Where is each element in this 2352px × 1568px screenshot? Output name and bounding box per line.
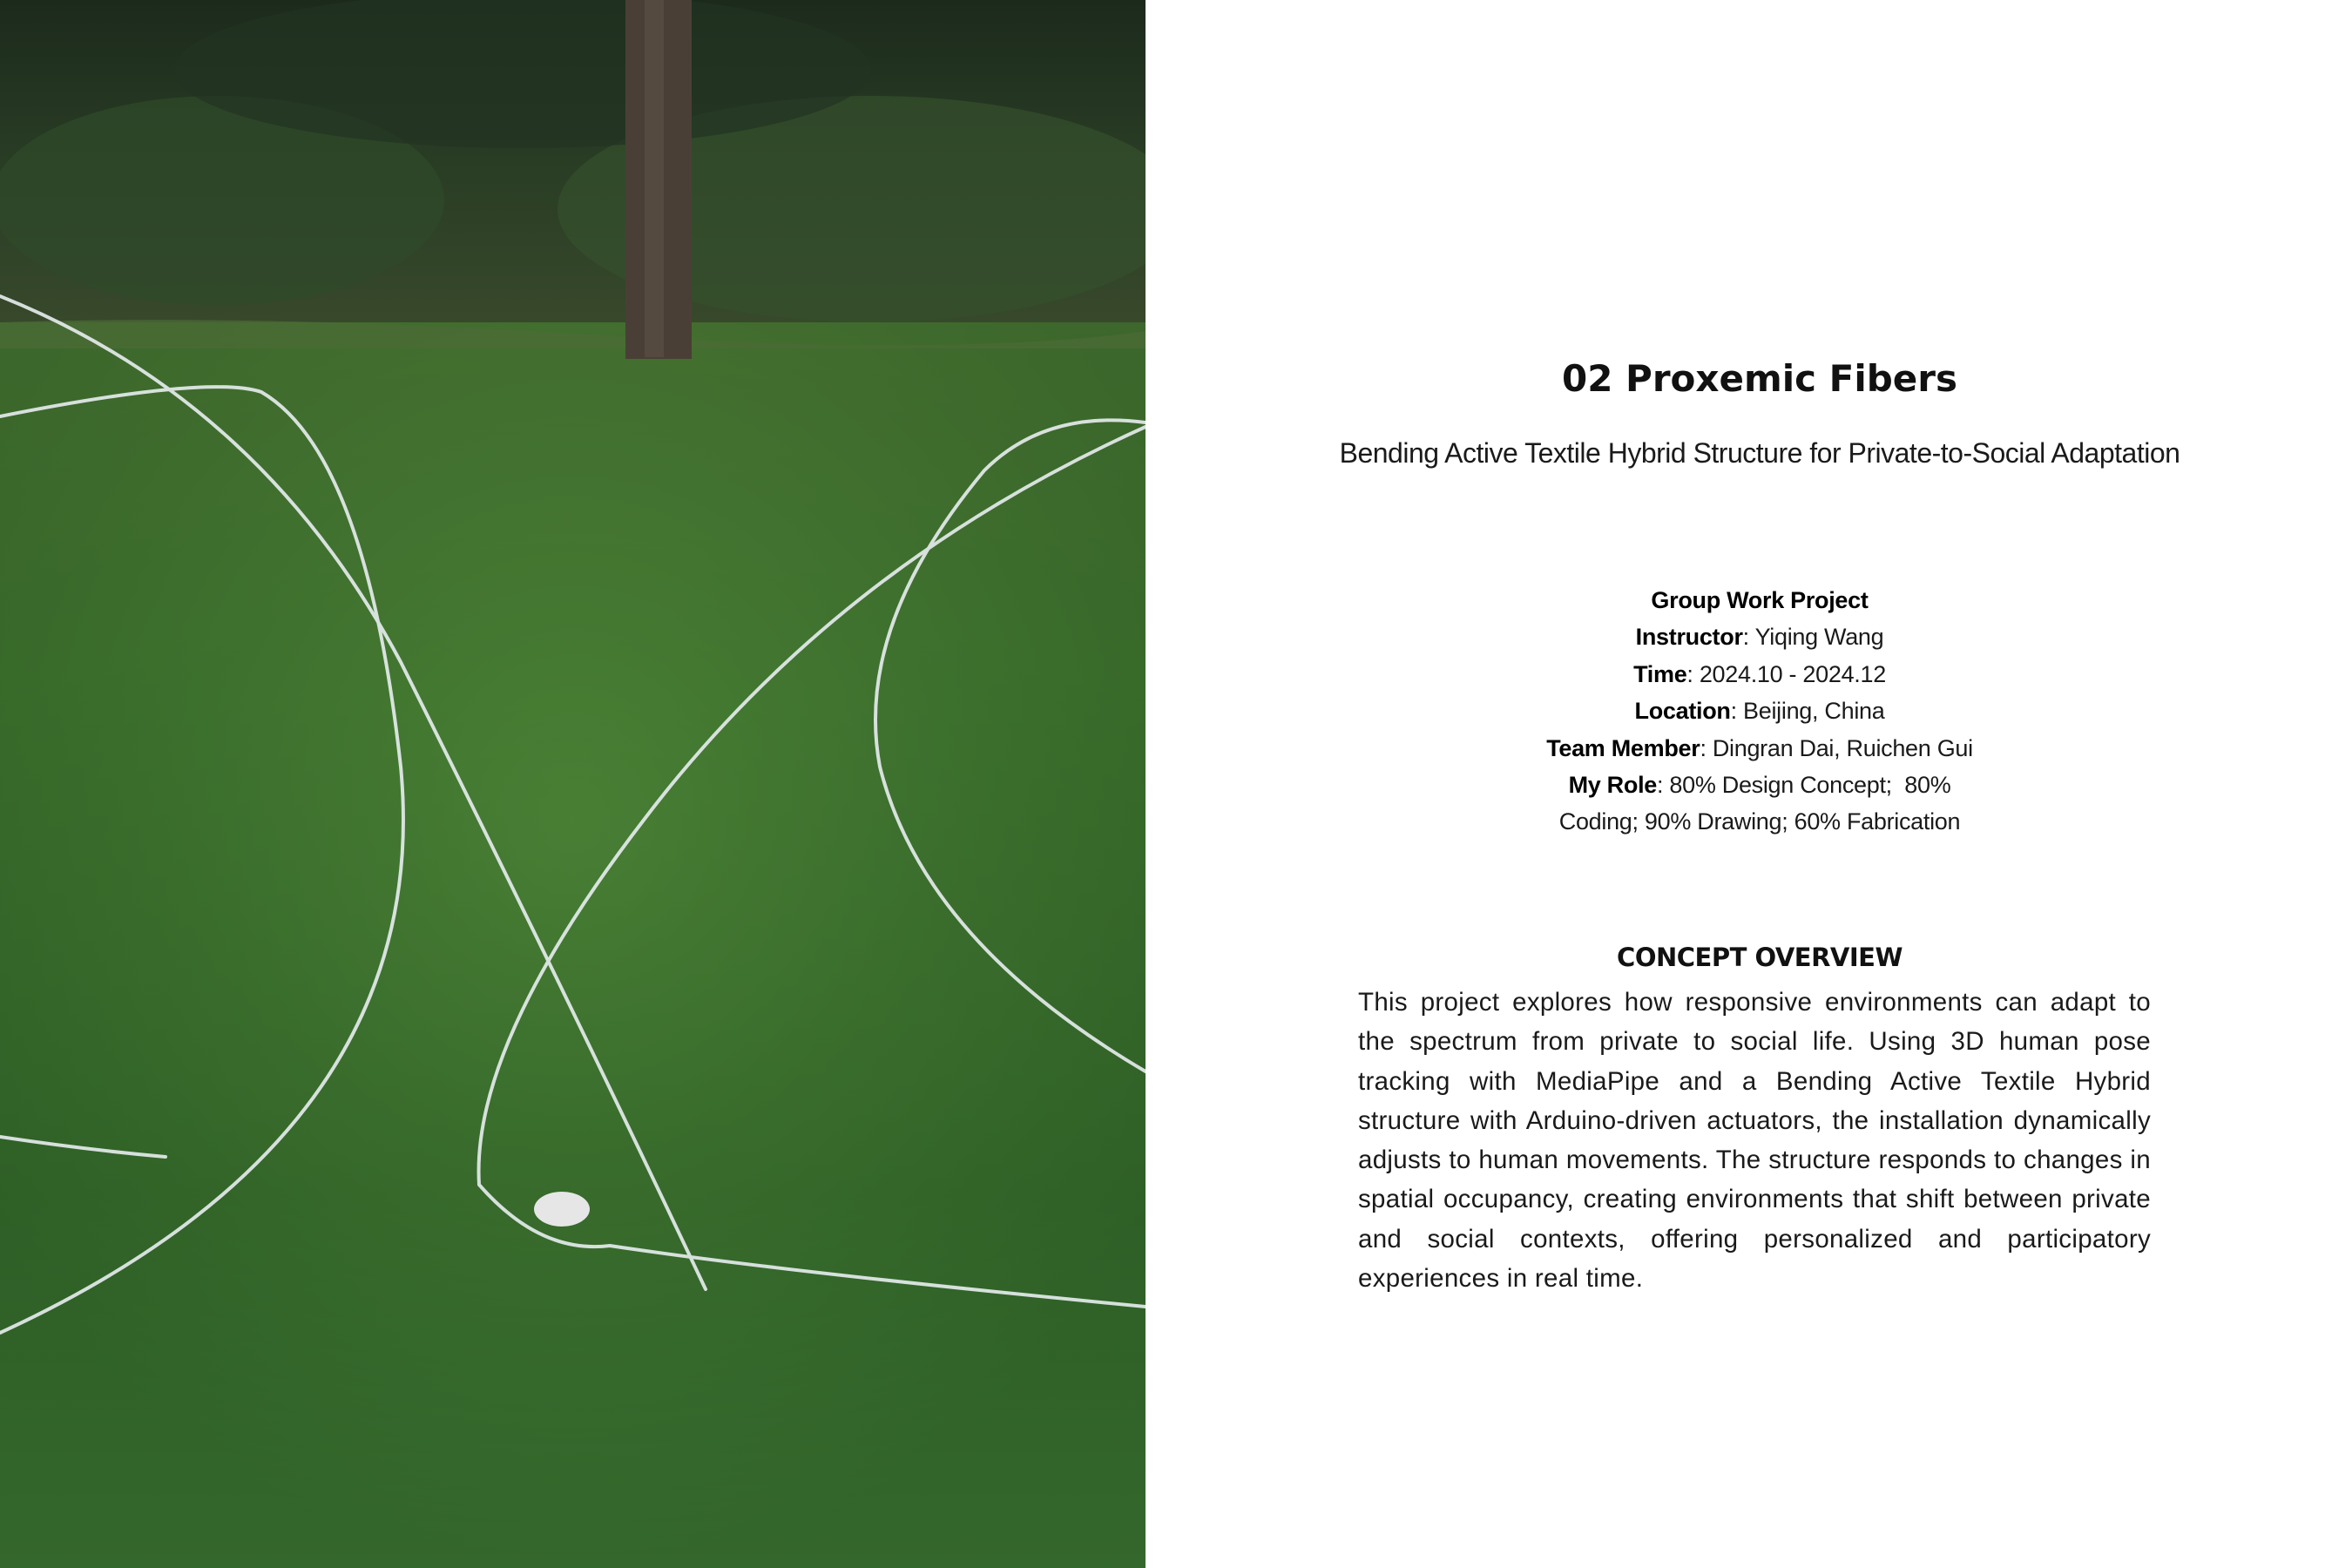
project-info bbox=[1146, 582, 2352, 841]
instructor-label: Instructor bbox=[1635, 624, 1743, 651]
time-label: Time bbox=[1633, 660, 1687, 687]
role-value-continued: Coding; 90% Drawing; 60% Fabrication bbox=[1558, 808, 1961, 835]
role-label: My Role bbox=[1568, 772, 1657, 799]
project-description-panel bbox=[1146, 0, 2352, 1568]
location-value: : Beijing, China bbox=[1730, 698, 1885, 725]
project-title: 02 Proxemic Fibers bbox=[1561, 357, 1958, 400]
group-work-label: Group Work Project bbox=[1651, 587, 1869, 613]
role-value: : 80% Design Concept; 80% bbox=[1657, 772, 1951, 799]
team-value: : Dingran Dai, Ruichen Gui bbox=[1700, 734, 1973, 761]
installation-photo bbox=[0, 0, 1146, 1568]
instructor-value: : Yiqing Wang bbox=[1742, 624, 1884, 651]
team-label: Team Member bbox=[1546, 734, 1700, 761]
project-subtitle: Bending Active Textile Hybrid Structure for Private-to-Social Adaptation bbox=[1339, 437, 2180, 469]
time-value: : 2024.10 - 2024.12 bbox=[1686, 660, 1886, 687]
location-label: Location bbox=[1634, 698, 1731, 725]
concept-body: This project explores how responsive environments can adapt to the spectrum from private to social life. Using 3D human pose tracking with MediaPipe and a Bending Active Textile Hybrid structure with Arduino-driven actuators, the installation dynamically adjusts to human movements. The structure responds to changes in spatial occupancy, creating environments that shift between private and social contexts, offering personalized and participatory experiences in real time. bbox=[1358, 988, 2151, 1294]
actuator-device bbox=[534, 1192, 590, 1227]
project-photo bbox=[0, 0, 1146, 1568]
concept-heading: CONCEPT OVERVIEW bbox=[1617, 943, 1903, 972]
